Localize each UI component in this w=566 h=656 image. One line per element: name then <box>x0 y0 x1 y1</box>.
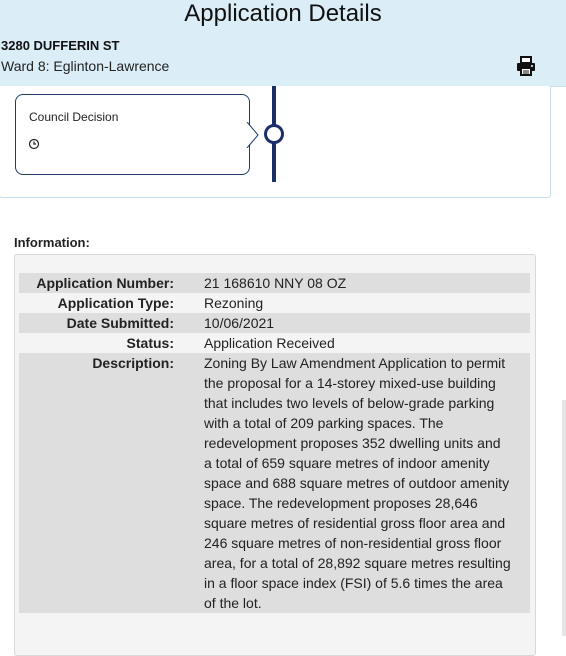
table-row <box>19 353 530 613</box>
ward-label: Ward 8: Eglinton-Lawrence <box>1 58 170 74</box>
printer-icon[interactable] <box>515 56 537 76</box>
field-value: Application Received <box>204 335 335 351</box>
timeline-node <box>264 124 284 144</box>
information-heading: Information: <box>14 235 90 250</box>
table-row <box>19 313 530 333</box>
page-header <box>0 0 566 87</box>
table-row <box>19 273 530 293</box>
field-value: 21 168610 NNY 08 OZ <box>204 275 347 291</box>
field-label: Status: <box>126 335 174 351</box>
page-title: Application Details <box>184 0 382 27</box>
table-row <box>19 333 530 353</box>
field-label: Description: <box>92 355 174 371</box>
field-label: Application Type: <box>57 295 174 311</box>
field-label: Date Submitted: <box>66 315 174 331</box>
scrollbar[interactable] <box>562 400 566 636</box>
table-row <box>19 293 530 313</box>
field-value: Rezoning <box>204 295 264 311</box>
property-address: 3280 DUFFERIN ST <box>1 38 120 53</box>
callout-pointer <box>246 122 260 148</box>
clock-icon <box>28 137 40 149</box>
stage-label: Council Decision <box>29 110 119 124</box>
timeline-stage-card <box>15 94 250 175</box>
field-label: Application Number: <box>36 275 174 291</box>
field-value: Zoning By Law Amendment Application to permit the proposal for a 14-storey mixed-use building that includes two levels of below-grade parking with a total of 209 parking spaces. The redevelopment proposes 352 dwelling units and a total of 659 square metres of indoor amenity space and 688 square metres of outdoor amenity space. The redevelopment proposes 28,646 square metres of residential gross floor area and 246 square metres of non-residential gross floor area, for a total of 28,892 square metres resulting in a floor space index (FSI) of 5.6 times the area of the lot. <box>204 355 511 611</box>
field-value: 10/06/2021 <box>204 315 275 331</box>
information-table <box>19 273 530 613</box>
